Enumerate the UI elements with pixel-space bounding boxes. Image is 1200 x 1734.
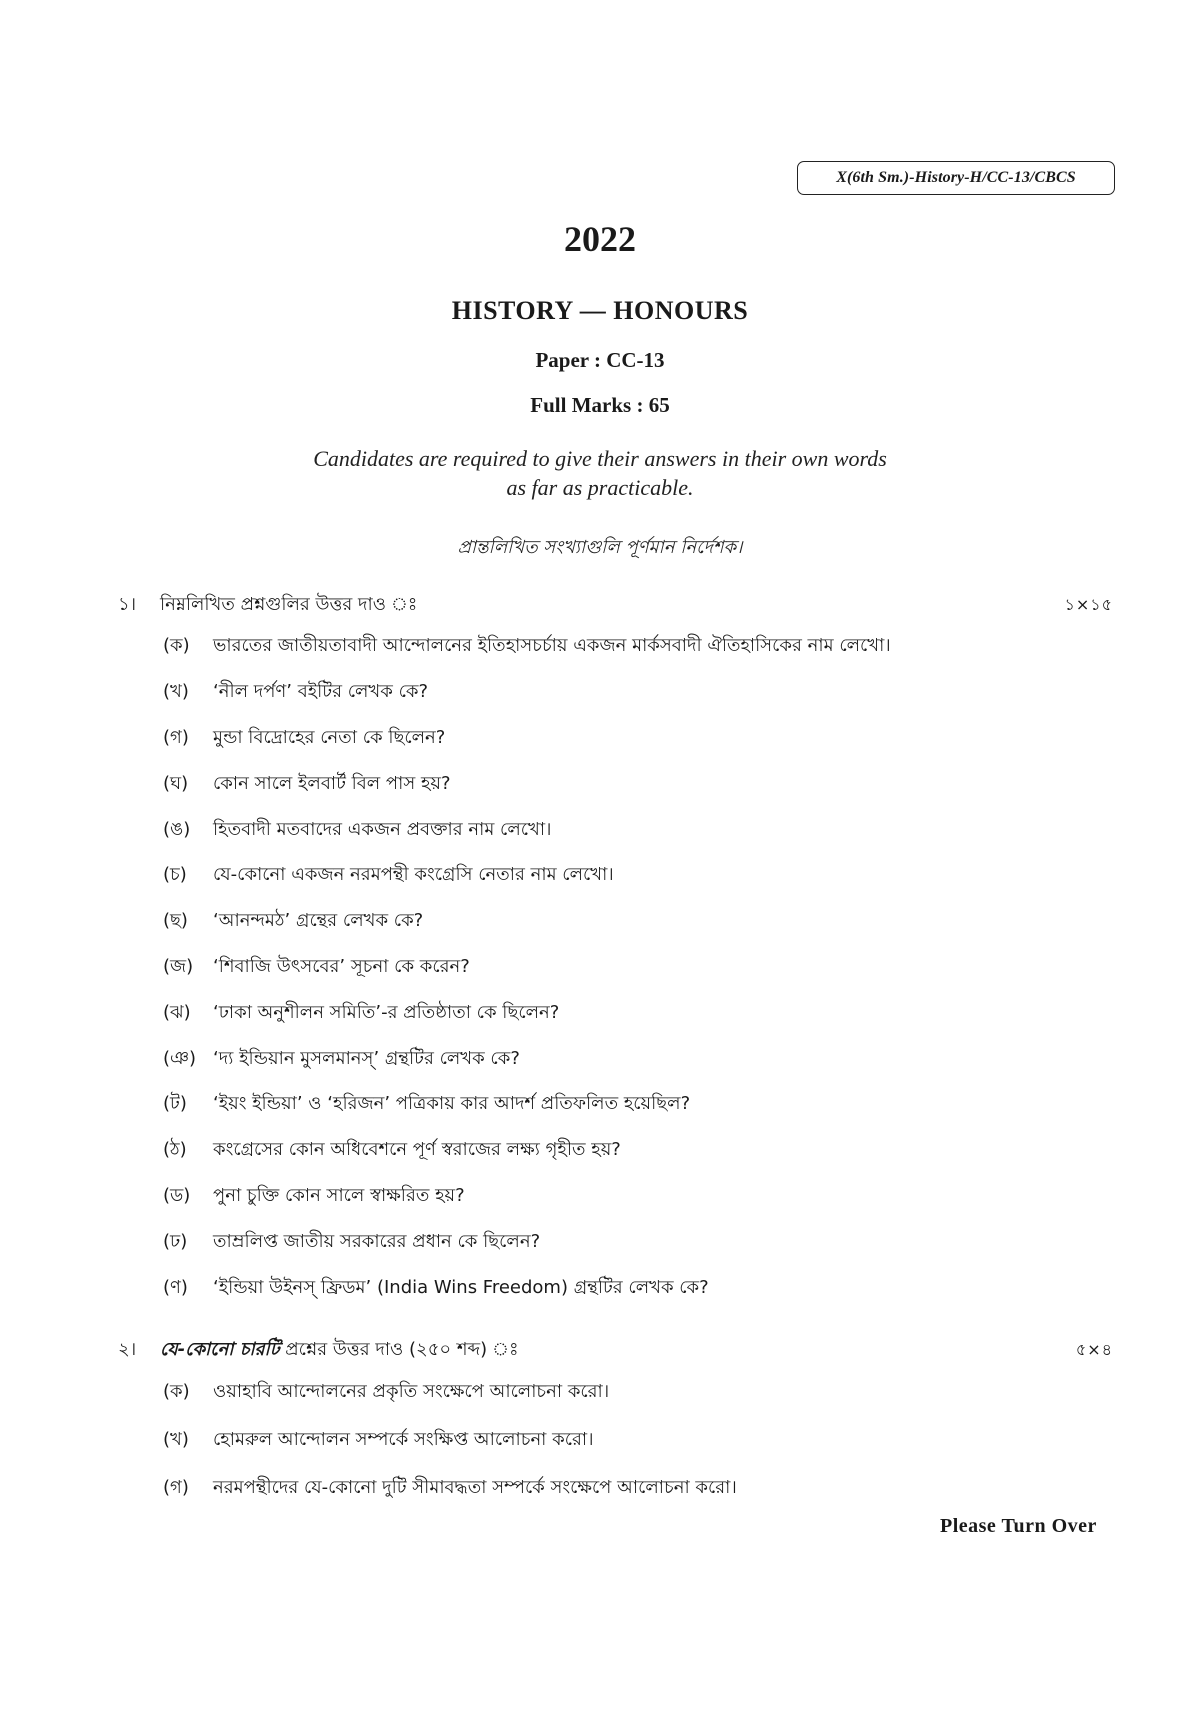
list-item [163, 1128, 1123, 1174]
item-label: (জ) [163, 955, 194, 977]
item-label: (ঙ) [163, 818, 191, 840]
please-turn-over: Please Turn Over [940, 1515, 1097, 1537]
question-number: ১। [118, 594, 137, 615]
list-item [163, 807, 1123, 853]
list-item [163, 761, 1123, 807]
list-item [163, 1464, 1123, 1512]
item-text: হিতবাদী মতবাদের একজন প্রবক্তার নাম লেখো। [213, 818, 552, 840]
item-text: যে-কোনো একজন নরমপন্থী কংগ্রেসি নেতার নাম লেখো। [213, 864, 614, 886]
item-text: ‘নীল দর্পণ’ বইটির লেখক কে? [213, 681, 429, 703]
list-item [163, 1174, 1123, 1220]
list-item [163, 1082, 1123, 1128]
question-marks: ৫×৪ [1075, 1340, 1113, 1359]
item-text: পুনা চুক্তি কোন সালে স্বাক্ষরিত হয়? [213, 1184, 465, 1206]
item-text: ভারতের জাতীয়তাবাদী আন্দোলনের ইতিহাসচর্চায় একজন মার্কসবাদী ঐতিহাসিকের নাম লেখো। [213, 635, 891, 657]
item-text: ‘শিবাজি উৎসবের’ সূচনা কে করেন? [213, 955, 470, 977]
item-label: (ঞ) [163, 1047, 197, 1069]
item-label: (ঢ) [163, 1230, 188, 1252]
item-text: ‘ঢাকা অনুশীলন সমিতি’-র প্রতিষ্ঠাতা কে ছিলেন? [213, 1001, 560, 1023]
list-item [163, 1036, 1123, 1082]
paper-number: Paper : CC-13 [535, 348, 665, 372]
item-label: (ণ) [163, 1276, 188, 1298]
item-label: (ঝ) [163, 1001, 191, 1023]
question-text [160, 1335, 1076, 1366]
list-item [163, 1368, 1123, 1416]
item-label: (ট) [163, 1093, 187, 1115]
list-item [163, 1219, 1123, 1265]
item-label: (গ) [163, 1476, 189, 1498]
list-item [163, 716, 1123, 762]
paper-code-box [797, 161, 1115, 195]
item-text: কংগ্রেসের কোন অধিবেশনে পূর্ণ স্বরাজের লক্ষ্য গৃহীত হয়? [213, 1139, 621, 1161]
list-item [163, 1265, 1123, 1311]
item-label: (ড) [163, 1184, 191, 1206]
full-marks: Full Marks : 65 [530, 393, 670, 417]
paper-code: X(6th Sm.)-History-H/CC-13/CBCS [836, 169, 1076, 186]
item-text: ওয়াহাবি আন্দোলনের প্রকৃতি সংক্ষেপে আলোচনা করো। [213, 1380, 610, 1402]
instruction-line-2: as far as practicable. [506, 475, 694, 500]
question-1-items [163, 624, 1123, 1311]
list-item [163, 1416, 1123, 1464]
instruction-line-1: Candidates are required to give their answers in their own words [313, 446, 887, 471]
item-text: ‘ইন্ডিয়া উইনস্ ফ্রিডম’ (India Wins Freedom) গ্রন্থটির লেখক কে? [213, 1276, 709, 1298]
question-number: ২। [118, 1339, 137, 1360]
marks-note: প্রান্তলিখিত সংখ্যাগুলি পূর্ণমান নির্দেশক। [457, 537, 743, 558]
item-label: (ক) [163, 1380, 190, 1402]
list-item [163, 899, 1123, 945]
item-label: (ঠ) [163, 1139, 187, 1161]
item-text: তাম্রলিপ্ত জাতীয় সরকারের প্রধান কে ছিলেন? [213, 1230, 541, 1252]
item-label: (খ) [163, 681, 189, 703]
question-2-header [118, 1335, 1113, 1366]
item-label: (ক) [163, 635, 190, 657]
item-text: ‘আনন্দমঠ’ গ্রন্থের লেখক কে? [213, 910, 424, 932]
subject-title: HISTORY — HONOURS [451, 296, 749, 325]
list-item [163, 990, 1123, 1036]
item-text: ‘দ্য ইন্ডিয়ান মুসলমানস্’ গ্রন্থটির লেখক কে? [213, 1047, 520, 1069]
list-item [163, 853, 1123, 899]
question-marks: ১×১৫ [1064, 595, 1113, 614]
list-item [163, 624, 1123, 670]
list-item [163, 945, 1123, 991]
question-1-header [118, 590, 1113, 621]
item-label: (ছ) [163, 910, 188, 932]
item-text: মুন্ডা বিদ্রোহের নেতা কে ছিলেন? [213, 726, 446, 748]
question-instruction: প্রশ্নের উত্তর দাও (২৫০ শব্দ) ঃ [279, 1339, 519, 1360]
exam-year: 2022 [564, 219, 636, 259]
item-text: ‘ইয়ং ইন্ডিয়া’ ও ‘হরিজন’ পত্রিকায় কার আদর্শ প্রতিফলিত হয়েছিল? [213, 1093, 691, 1115]
item-text: কোন সালে ইলবার্ট বিল পাস হয়? [213, 772, 451, 794]
item-label: (ঘ) [163, 772, 189, 794]
instructions [0, 444, 1200, 502]
item-label: (খ) [163, 1428, 189, 1450]
list-item [163, 670, 1123, 716]
item-text: নরমপন্থীদের যে-কোনো দুটি সীমাবদ্ধতা সম্পর্কে সংক্ষেপে আলোচনা করো। [213, 1476, 737, 1498]
item-label: (চ) [163, 864, 187, 886]
question-text: নিম্নলিখিত প্রশ্নগুলির উত্তর দাও ঃ [160, 594, 418, 615]
item-text: হোমরুল আন্দোলন সম্পর্কে সংক্ষিপ্ত আলোচনা করো। [213, 1428, 594, 1450]
question-emphasis: যে-কোনো চারটি [160, 1339, 280, 1360]
question-2-items [163, 1368, 1123, 1512]
item-label: (গ) [163, 726, 189, 748]
